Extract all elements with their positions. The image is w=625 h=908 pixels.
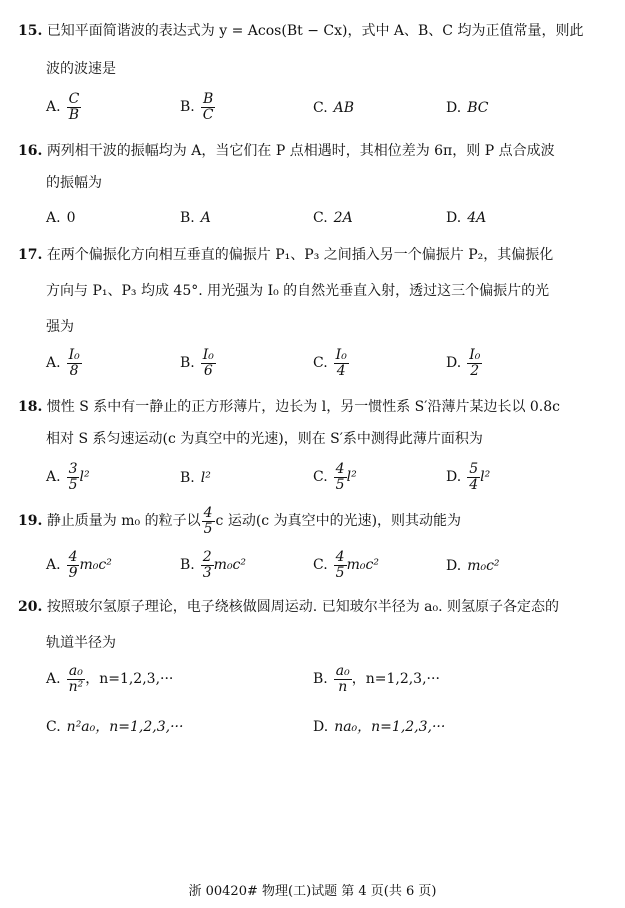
q17-line1: 17. 在两个偏振化方向相互垂直的偏振片 P₁、P₃ 之间插入另一个偏振片 P₂，其偏振化	[18, 247, 554, 263]
q16-line1: 16. 两列相干波的振幅均为 A，当它们在 P 点相遇时，其相位差为 6π，则 P 点合成波	[18, 143, 555, 159]
q17-option-a: A. $\frac{\text{I₀}}{8}$	[46, 347, 80, 379]
q16-option-a: A. 0	[46, 210, 76, 226]
q20-option-d: D. na₀，n=1,2,3,···	[313, 719, 446, 735]
q19-option-b: B. $\frac{2}{3}$ m₀c²	[180, 549, 247, 581]
q15-option-c: C. AB	[313, 100, 355, 116]
q20-line2: 轨道半径为	[46, 635, 116, 651]
q16-option-b: B. A	[180, 210, 211, 226]
q15-line1: 15. 已知平面简谐波的表达式为 y = Acos(Bt − Cx)，式中 A、B、C 均为正值常量，则此	[18, 23, 584, 39]
q20-option-b: B. $\frac{\text{a₀}}{n}$ ，n=1,2,3,···	[313, 663, 440, 695]
q17-option-b: B. $\frac{\text{I₀}}{6}$	[180, 347, 214, 379]
q15-option-b: B. $\frac{B}{C}$	[180, 91, 214, 123]
q18-option-b: B. l²	[180, 470, 211, 486]
q17-line3: 强为	[46, 319, 74, 335]
q19-option-a: A. $\frac{4}{9}$ m₀c²	[46, 549, 112, 581]
q20-option-a: A. $\frac{\text{a₀}}{\text{n²}}$ ，n=1,2,3,···	[46, 663, 174, 695]
q15-option-d: D. BC	[446, 100, 489, 116]
q16-option-d: D. 4A	[446, 210, 487, 226]
q17-option-c: C. $\frac{\text{I₀}}{4}$	[313, 347, 347, 379]
q18-line1: 18. 惯性 S 系中有一静止的正方形薄片，边长为 l，另一惯性系 S′沿薄片某边长以 0.8c	[18, 399, 561, 415]
q19-option-d: D. m₀c²	[446, 558, 500, 574]
q16-option-c: C. 2A	[313, 210, 353, 226]
q18-line2: 相对 S 系匀速运动(c 为真空中的光速)，则在 S′系中测得此薄片面积为	[46, 431, 483, 447]
q17-line2: 方向与 P₁、P₃ 均成 45°. 用光强为 I₀ 的自然光垂直入射，透过这三个偏振片的光	[46, 283, 550, 299]
q20-option-c: C. n²a₀，n=1,2,3,···	[46, 719, 184, 735]
q19-option-c: C. $\frac{4}{5}$ m₀c²	[313, 549, 379, 581]
q16-line2: 的振幅为	[46, 175, 102, 191]
q20-line1: 20. 按照玻尔氢原子理论，电子绕核做圆周运动. 已知玻尔半径为 a₀. 则氢原子各定态的	[18, 599, 560, 615]
q18-option-c: C. $\frac{4}{5}$ l²	[313, 461, 357, 493]
q18-option-a: A. $\frac{3}{5}$ l²	[46, 461, 90, 493]
q15-option-a: A. $\frac{C}{B}$	[46, 91, 80, 123]
q17-option-d: D. $\frac{\text{I₀}}{2}$	[446, 347, 481, 379]
q19-line1: 19. 静止质量为 m₀ 的粒子以 $\frac{4}{5}$ c 运动(c 为真空中的光速)，则其动能为	[18, 505, 462, 537]
q15-line2: 波的波速是	[46, 61, 116, 77]
page-footer: 浙 00420# 物理(工)试题 第 4 页(共 6 页)	[188, 884, 437, 899]
q18-option-d: D. $\frac{5}{4}$ l²	[446, 461, 491, 493]
